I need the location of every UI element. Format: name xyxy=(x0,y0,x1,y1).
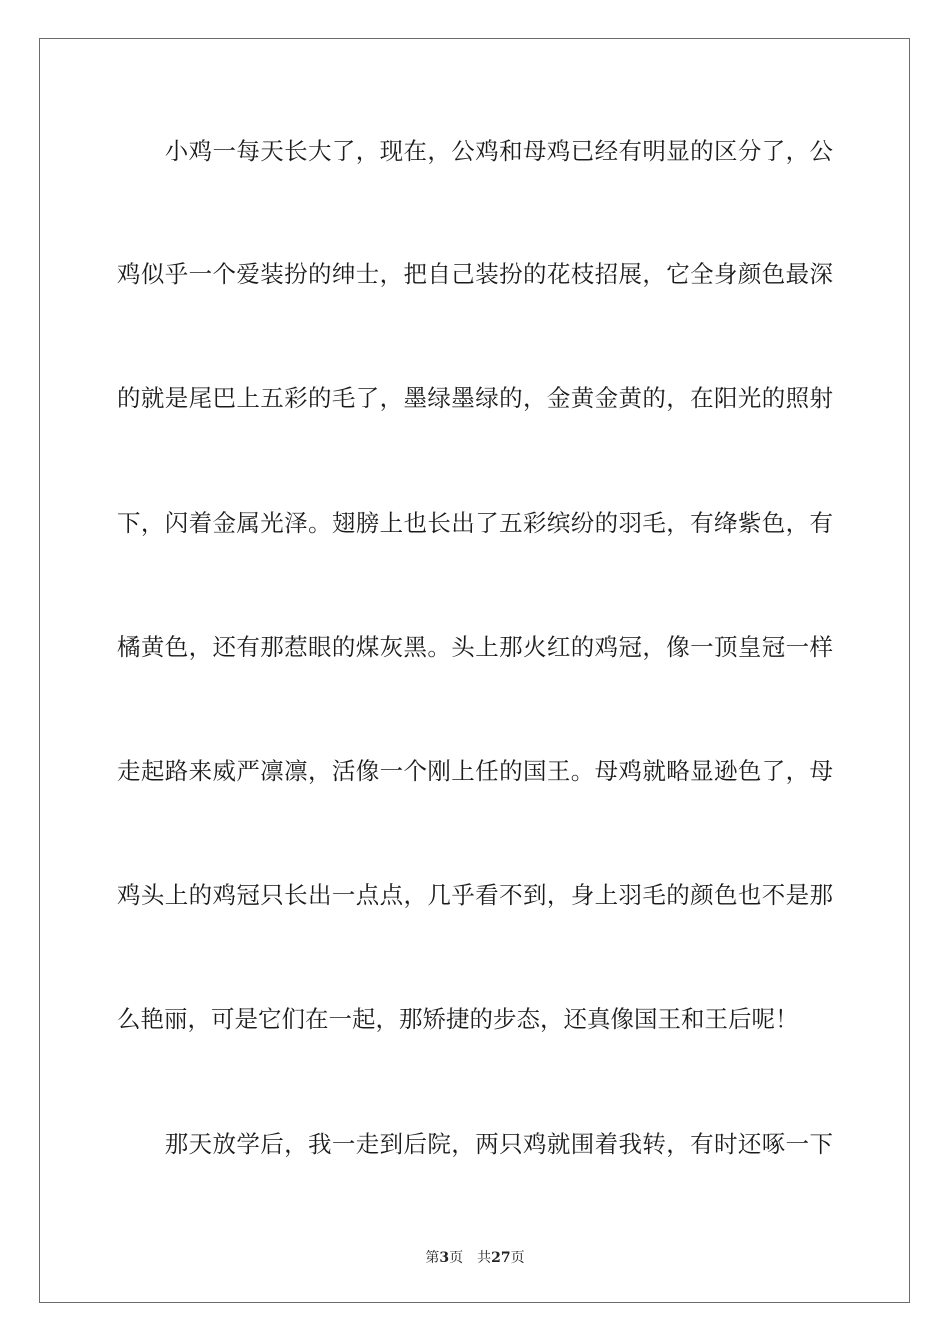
text-line: 下，闪着金属光泽。翅膀上也长出了五彩缤纷的羽毛，有绛紫色，有 xyxy=(117,509,833,537)
total-pages-suffix: 页 xyxy=(510,1250,525,1266)
page-number-prefix: 第 xyxy=(425,1250,440,1266)
page-number-suffix: 页 xyxy=(449,1250,464,1266)
text-line: 小鸡一每天长大了，现在，公鸡和母鸡已经有明显的区分了，公 xyxy=(117,137,833,165)
text-line: 走起路来威严凛凛，活像一个刚上任的国王。母鸡就略显逊色了，母 xyxy=(117,757,833,785)
text-line: 么艳丽，可是它们在一起，那矫捷的步态，还真像国王和王后呢！ xyxy=(117,1005,799,1033)
text-line: 鸡头上的鸡冠只长出一点点，几乎看不到，身上羽毛的颜色也不是那 xyxy=(117,881,833,909)
page-footer xyxy=(0,1250,950,1266)
text-line: 那天放学后，我一走到后院，两只鸡就围着我转，有时还啄一下 xyxy=(117,1130,833,1158)
total-pages-prefix: 共 xyxy=(477,1250,492,1266)
page-number: 3 xyxy=(439,1250,450,1266)
page-border xyxy=(39,38,910,1303)
total-pages: 27 xyxy=(491,1250,511,1266)
text-line: 鸡似乎一个爱装扮的绅士，把自己装扮的花枝招展，它全身颜色最深 xyxy=(117,260,833,288)
text-line: 的就是尾巴上五彩的毛了，墨绿墨绿的，金黄金黄的，在阳光的照射 xyxy=(117,384,833,412)
text-line: 橘黄色，还有那惹眼的煤灰黑。头上那火红的鸡冠，像一顶皇冠一样 xyxy=(117,633,833,661)
